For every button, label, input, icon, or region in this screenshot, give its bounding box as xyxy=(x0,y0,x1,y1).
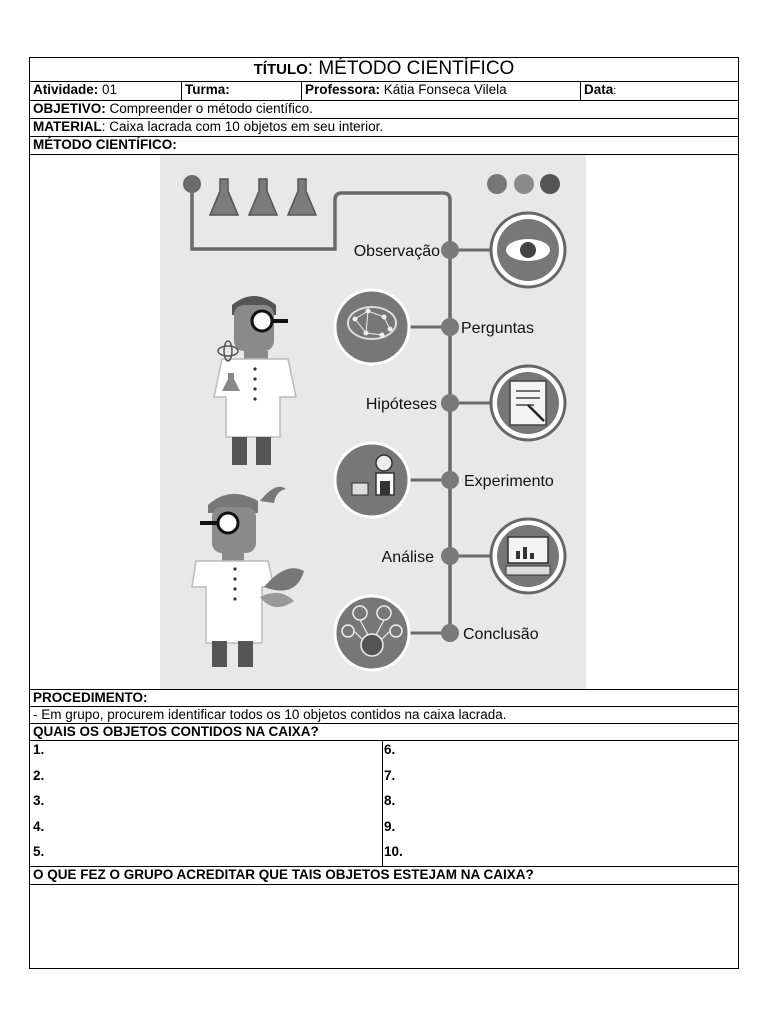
resposta-area[interactable] xyxy=(30,885,738,969)
objetos-heading: QUAIS OS OBJETOS CONTIDOS NA CAIXA? xyxy=(33,724,319,739)
atividade-cell xyxy=(30,82,182,100)
turma-label: Turma: xyxy=(185,82,230,97)
answer-5[interactable]: 5. xyxy=(33,844,45,859)
clipboard-icon xyxy=(491,366,565,440)
pergunta-final: O QUE FEZ O GRUPO ACREDITAR QUE TAIS OBJETOS ESTEJAM NA CAIXA? xyxy=(33,867,534,882)
metodo-heading: MÉTODO CIENTÍFICO: xyxy=(33,137,177,152)
data-label: Data xyxy=(584,82,614,97)
title-label: TÍTULO xyxy=(253,61,308,78)
computer-chart-icon xyxy=(491,519,565,593)
answer-6[interactable]: 6. xyxy=(384,742,396,757)
step-observacao: Observação xyxy=(353,243,440,260)
answer-8[interactable]: 8. xyxy=(384,793,396,808)
procedimento-heading-row xyxy=(30,689,738,707)
objetivo-label: OBJETIVO: xyxy=(33,101,106,116)
material-label: MATERIAL xyxy=(33,119,102,134)
title-value: : MÉTODO CIENTÍFICO xyxy=(307,58,515,79)
network-icon xyxy=(335,596,409,670)
answer-7[interactable]: 7. xyxy=(384,768,396,783)
lab-icon xyxy=(335,443,409,517)
procedimento-text: - Em grupo, procurem identificar todos os 10 objetos contidos na caixa lacrada. xyxy=(33,707,507,722)
atividade-label: Atividade: xyxy=(33,82,99,97)
objetivo-text: Compreender o método científico. xyxy=(105,101,313,116)
info-row xyxy=(30,82,738,101)
answer-1[interactable]: 1. xyxy=(33,742,45,757)
metodo-row xyxy=(30,137,738,155)
professora-value: Kátia Fonseca Vilela xyxy=(380,82,507,97)
pergunta-final-row xyxy=(30,867,738,885)
flask-icon xyxy=(210,179,316,215)
objetos-heading-row xyxy=(30,724,738,741)
objetos-answer-grid xyxy=(30,741,738,867)
step-hipoteses: Hipóteses xyxy=(365,396,437,413)
scientist-woman-illustration xyxy=(192,487,304,667)
brain-icon xyxy=(335,290,409,364)
turma-cell[interactable] xyxy=(182,82,302,100)
answer-9[interactable]: 9. xyxy=(384,819,396,834)
procedimento-heading: PROCEDIMENTO: xyxy=(33,690,148,705)
scientist-man-illustration xyxy=(214,296,296,465)
title-row xyxy=(30,58,738,82)
worksheet xyxy=(29,57,739,969)
material-text: : Caixa lacrada com 10 objetos em seu interior. xyxy=(101,119,384,134)
scientific-method-illustration xyxy=(160,155,586,689)
data-colon: : xyxy=(613,85,617,97)
data-cell[interactable] xyxy=(581,82,739,100)
answer-4[interactable]: 4. xyxy=(33,819,45,834)
step-perguntas: Perguntas xyxy=(461,320,534,337)
atividade-value: 01 xyxy=(98,82,118,97)
step-analise: Análise xyxy=(381,549,434,566)
professora-label: Professora: xyxy=(305,82,381,97)
answer-3[interactable]: 3. xyxy=(33,793,45,808)
step-conclusao: Conclusão xyxy=(463,626,539,643)
objetivo-row xyxy=(30,101,738,119)
professora-cell xyxy=(302,82,580,100)
step-experimento: Experimento xyxy=(464,473,554,490)
answer-2[interactable]: 2. xyxy=(33,768,45,783)
answer-10[interactable]: 10. xyxy=(384,844,403,859)
material-row xyxy=(30,119,738,137)
procedimento-text-row xyxy=(30,707,738,724)
eye-icon xyxy=(491,213,565,287)
